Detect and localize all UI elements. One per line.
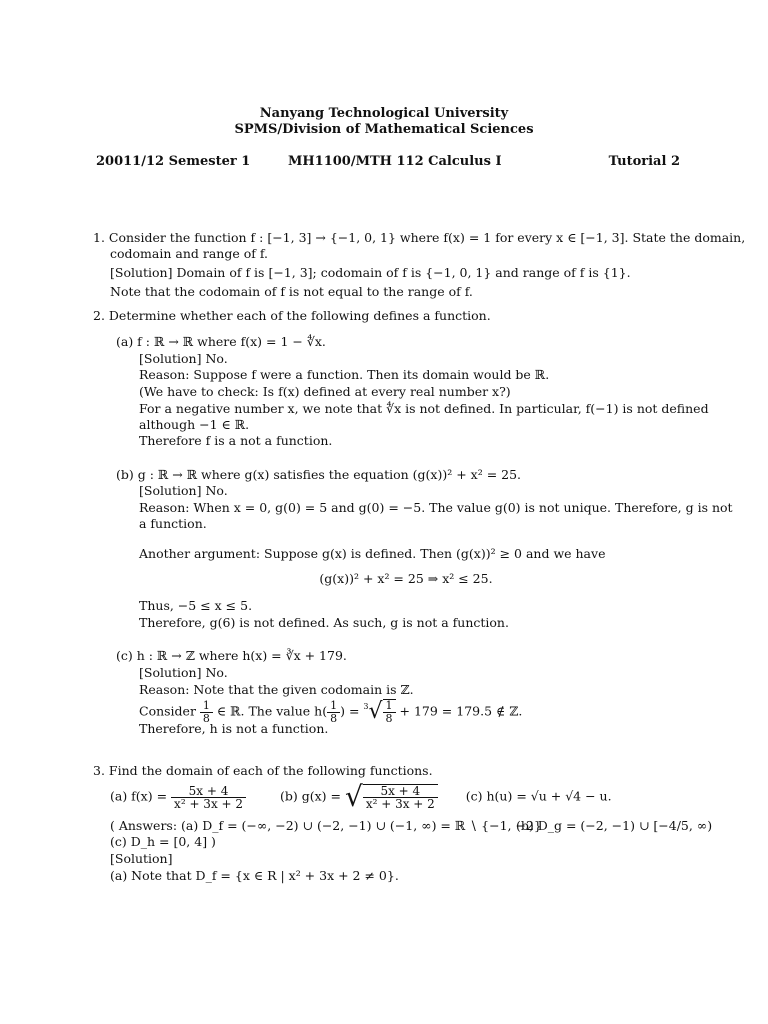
q3b-label: (b) g(x) =: [280, 788, 341, 804]
q3-intro: 3. Find the domain of each of the following functions.: [93, 763, 433, 778]
q3b-fraction: [363, 785, 438, 810]
q3a-label: (a) f(x) =: [110, 788, 168, 804]
q3-note-a: (a) Note that D_f = {x ∈ R | x² + 3x + 2 ≠ 0}.: [110, 868, 399, 883]
q3a-numerator: 5x + 4: [171, 785, 246, 798]
semester-label: 20011/12 Semester 1: [96, 154, 251, 169]
q2c-equals-text: ) =: [340, 703, 360, 719]
q2a-line-5: although −1 ∈ ℝ.: [139, 417, 250, 432]
q2a-line-3: (We have to check: Is f(x) defined at every real number x?): [139, 384, 511, 399]
q3b-denominator: x² + 3x + 2: [365, 797, 435, 811]
q2c-consider-text: Consider: [139, 703, 196, 719]
q3a-denominator: x² + 3x + 2: [174, 796, 244, 811]
cube-root-expression: [363, 699, 395, 725]
q2b-heading: (b) g : ℝ → ℝ where g(x) satisfies the equation (g(x))² + x² = 25.: [116, 467, 522, 482]
fraction-numerator: 1: [200, 700, 213, 713]
q2a-line-1: [Solution] No.: [139, 351, 228, 366]
fraction-numerator: 1: [327, 700, 340, 713]
fraction-denominator: 8: [385, 712, 393, 725]
q2c-line-4: Therefore, h is not a function.: [139, 721, 329, 736]
q3-answers-c: (c) D_h = [0, 4] ): [110, 834, 216, 849]
q2b-line-3: a function.: [139, 516, 207, 531]
division-title: SPMS/Division of Mathematical Sciences: [234, 122, 534, 137]
q2a-line-4: For a negative number x, we note that ∜x is not defined. In particular, f(−1) is not defined: [139, 401, 709, 416]
q2a-line-6: Therefore f is a not a function.: [139, 433, 333, 448]
q3a-fraction: [171, 785, 246, 810]
q3b-sqrt: [344, 780, 438, 813]
q2b-line-1: [Solution] No.: [139, 483, 228, 498]
q2b-line-5: Thus, −5 ≤ x ≤ 5.: [139, 598, 253, 613]
q2a-heading: (a) f : ℝ → ℝ where f(x) = 1 − ∜x.: [116, 334, 326, 349]
q2a-line-2: Reason: Suppose f were a function. Then its domain would be ℝ.: [139, 367, 550, 382]
q3-answers-a: ( Answers: (a) D_f = (−∞, −2) ∪ (−2, −1) ∪ (−1, ∞) = ℝ ∖ {−1, −2}: [110, 818, 542, 833]
q1-note: Note that the codomain of f is not equal to the range of f.: [110, 284, 473, 299]
q3-functions-row: [110, 780, 612, 813]
q2c-line-2: Reason: Note that the given codomain is ℤ.: [139, 682, 414, 697]
tutorial-label: Tutorial 2: [608, 154, 680, 169]
q2c-heading: (c) h : ℝ → ℤ where h(x) = ∛x + 179.: [116, 648, 347, 663]
q3-answers-b: (b) D_g = (−2, −1) ∪ [−4/5, ∞): [516, 818, 713, 833]
one-eighth-fraction-arg: [327, 700, 340, 725]
radical-sign-icon: √: [344, 780, 363, 813]
fraction-denominator: 8: [202, 711, 210, 725]
q2c-value-text: ∈ ℝ. The value h(: [216, 703, 328, 719]
q1-solution: [Solution] Domain of f is [−1, 3]; codomain of f is {−1, 0, 1} and range of f is {1}.: [110, 265, 631, 280]
university-title: Nanyang Technological University: [259, 106, 509, 121]
radical-sign-icon: √: [368, 699, 383, 724]
q2-intro: 2. Determine whether each of the following defines a function.: [93, 308, 491, 323]
one-eighth-fraction-root: [383, 700, 396, 725]
fraction-denominator: 8: [330, 711, 338, 725]
q1-line-2: codomain and range of f.: [110, 246, 268, 261]
fraction-numerator: 1: [383, 700, 396, 713]
q2c-result-text: + 179 = 179.5 ∉ ℤ.: [399, 703, 523, 719]
q1-line-1: 1. Consider the function f : [−1, 3] → {−1, 0, 1} where f(x) = 1 for every x ∈ [−1, 3]. State the domain,: [93, 230, 746, 245]
q3-solution: [Solution]: [110, 851, 173, 866]
q2b-line-6: Therefore, g(6) is not defined. As such, g is not a function.: [139, 615, 509, 630]
q2b-line-2: Reason: When x = 0, g(0) = 5 and g(0) = −5. The value g(0) is not unique. Therefore, g is not: [139, 500, 733, 515]
q3b-numerator: 5x + 4: [363, 785, 438, 798]
q2b-display-equation: (g(x))² + x² = 25 ⇒ x² ≤ 25.: [319, 571, 493, 586]
q2c-line-1: [Solution] No.: [139, 665, 228, 680]
q3c-label: (c) h(u) = √u + √4 − u.: [465, 788, 612, 804]
root-index: 3: [363, 702, 369, 711]
course-label: MH1100/MTH 112 Calculus I: [288, 154, 502, 169]
q2b-line-4: Another argument: Suppose g(x) is defined. Then (g(x))² ≥ 0 and we have: [139, 546, 606, 561]
